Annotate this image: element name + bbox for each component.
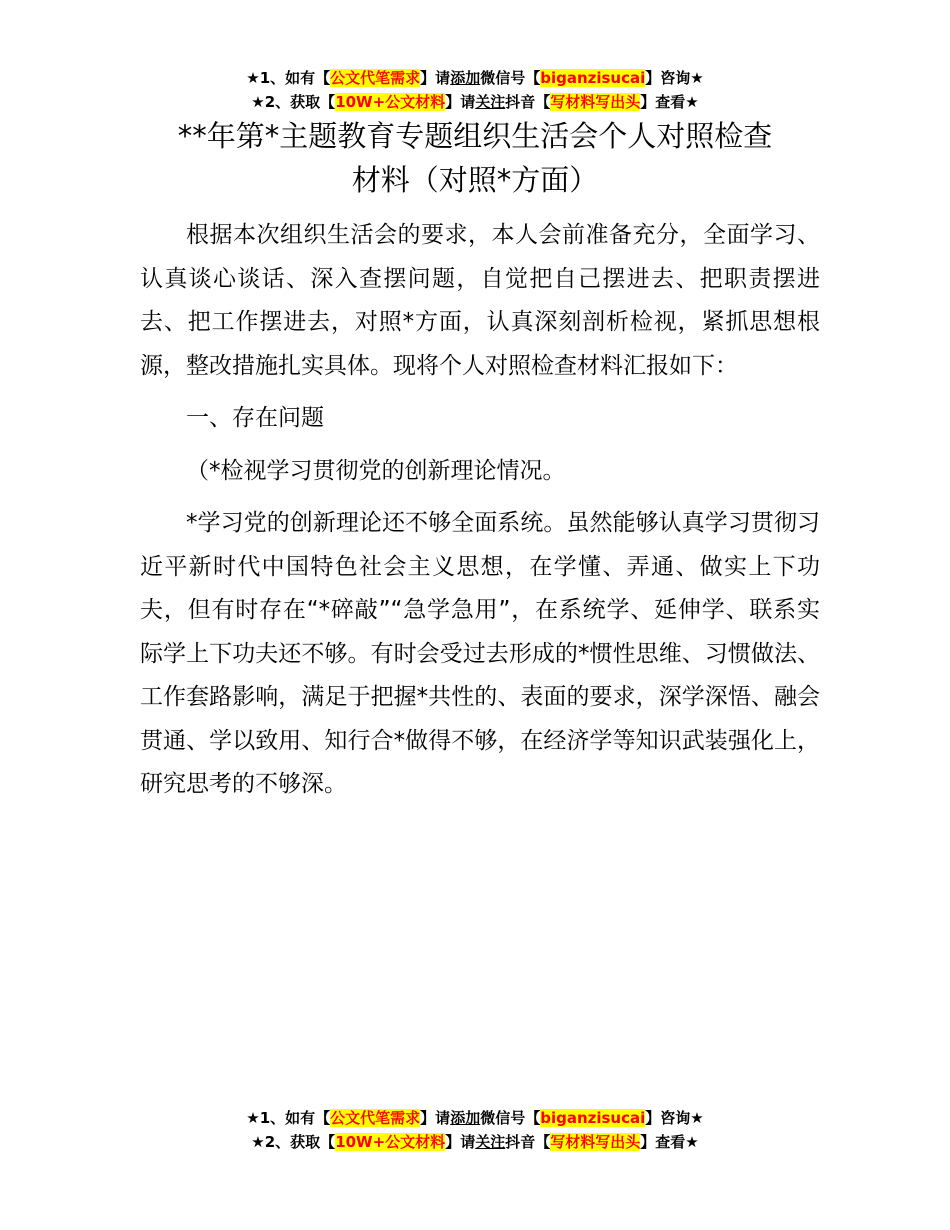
document-title: [120, 114, 830, 202]
promo-text: 】请: [445, 1133, 476, 1151]
promo-underlined: 关注: [475, 1133, 506, 1151]
document-title-line-1: **年第*主题教育专题组织生活会个人对照检查: [177, 119, 773, 153]
promo-text: 】咨询★: [645, 69, 704, 87]
footer-promo-line-2: [0, 1130, 950, 1154]
footer-promo: [0, 1106, 950, 1154]
promo-text: 微信号【: [480, 69, 541, 87]
promo-highlight: biganzisucai: [540, 1109, 646, 1127]
header-promo-line-1: [0, 66, 950, 90]
promo-text: 】请: [420, 1109, 451, 1127]
promo-highlight: 10W+公文材料: [335, 1133, 446, 1151]
promo-text: 微信号【: [480, 1109, 541, 1127]
paragraph-study-detail: *学习党的创新理论还不够全面系统。虽然能够认真学习贯彻习近平新时代中国特色社会主义思想，在学懂、弄通、做实上下功夫，但有时存在“*碎敲”“急学急用”，在系统学、延伸学、联系实际学上下功夫还不够。有时会受过去形成的*惯性思维、习惯做法、工作套路影响，满足于把握*共性的、表面的要求，深学深悟、融会贯通、学以致用、知行合*做得不够，在经济学等知识武装强化上，研究思考的不够深。: [140, 510, 820, 797]
header-promo: [0, 66, 950, 114]
promo-text: 】查看★: [640, 93, 699, 111]
subsection-heading-study: （*检视学习贯彻党的创新理论情况。: [186, 457, 566, 484]
promo-text: 】查看★: [640, 1133, 699, 1151]
promo-text: ★2、获取【: [251, 1133, 336, 1151]
promo-highlight: biganzisucai: [540, 69, 646, 87]
document-body: [140, 214, 820, 816]
promo-text: 抖音【: [505, 1133, 551, 1151]
header-promo-line-2: [0, 90, 950, 114]
promo-underlined: 添加: [450, 69, 481, 87]
promo-highlight: 10W+公文材料: [335, 93, 446, 111]
promo-text: ★1、如有【: [246, 1109, 331, 1127]
promo-highlight: 写材料写出头: [550, 1133, 641, 1151]
promo-text: ★2、获取【: [251, 93, 336, 111]
promo-highlight: 公文代笔需求: [330, 69, 421, 87]
promo-text: 】请: [420, 69, 451, 87]
promo-underlined: 关注: [475, 93, 506, 111]
promo-text: 】请: [445, 93, 476, 111]
promo-highlight: 写材料写出头: [550, 93, 641, 111]
promo-highlight: 公文代笔需求: [330, 1109, 421, 1127]
promo-text: 】咨询★: [645, 1109, 704, 1127]
promo-text: ★1、如有【: [246, 69, 331, 87]
promo-text: 抖音【: [505, 93, 551, 111]
paragraph-intro: 根据本次组织生活会的要求，本人会前准备充分，全面学习、认真谈心谈话、深入查摆问题，自觉把自己摆进去、把职责摆进去、把工作摆进去，对照*方面，认真深刻剖析检视，紧抓思想根源，整改措施扎实具体。现将个人对照检查材料汇报如下：: [140, 222, 820, 379]
promo-underlined: 添加: [450, 1109, 481, 1127]
document-title-line-2: 材料（对照*方面）: [351, 163, 599, 197]
section-heading-problems: 一、存在问题: [186, 405, 324, 431]
footer-promo-line-1: [0, 1106, 950, 1130]
